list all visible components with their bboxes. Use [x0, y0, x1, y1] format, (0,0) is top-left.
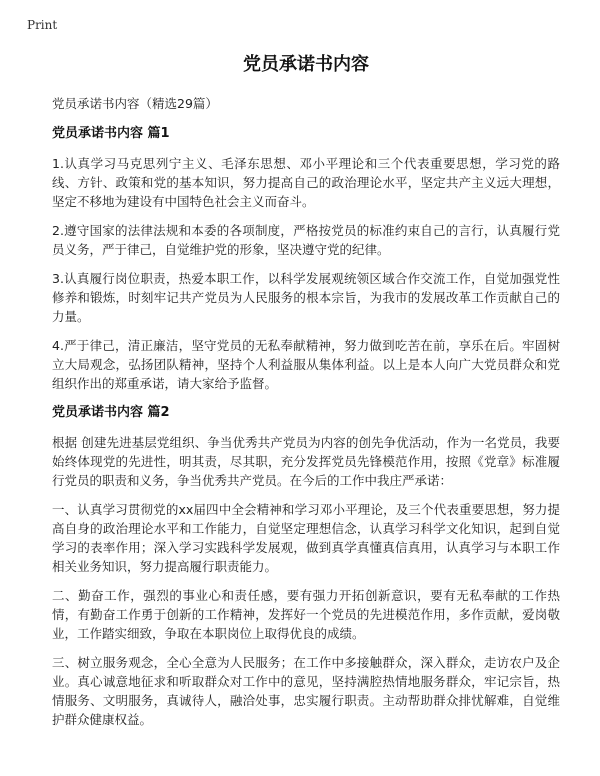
paragraph: 1.认真学习马克思列宁主义、毛泽东思想、邓小平理论和三个代表重要思想，学习党的路线、方针、政策和党的基本知识，努力提高自己的政治理论水平，坚定共产主义远大理想，坚定不移地为建设有中国特色社会主义而奋斗。: [52, 156, 560, 209]
section-1: [52, 124, 560, 393]
document: [52, 52, 560, 739]
paragraph: 根据 创建先进基层党组织、争当优秀共产党员为内容的创先争优活动，作为一名党员，我要始终体现党的先进性，明其责，尽其职，充分发挥党员先锋模范作用，按照《党章》标准履行党员的职责和义务，争当优秀共产党员。在今后的工作中我庄严承诺：: [52, 435, 560, 488]
document-title: 党员承诺书内容: [243, 54, 369, 75]
paragraph: 二、勤奋工作，强烈的事业心和责任感，要有强力开拓创新意识，要有无私奉献的工作热情，有勤奋工作勇于创新的工作精神，发挥好一个党员的先进模范作用，多作贡献，爱岗敬业，工作踏实细致，争取在本职岗位上取得优良的成绩。: [52, 588, 560, 641]
section-heading: 党员承诺书内容 篇2: [52, 405, 170, 420]
paragraph: 一、认真学习贯彻党的xx届四中全会精神和学习邓小平理论，及三个代表重要思想，努力提高自身的政治理论水平和工作能力，自觉坚定理想信念，认真学习科学文化知识，起到自觉学习的表率作用；深入学习实践科学发展观，做到真学真懂真信真用，认真学习与本职工作相关业务知识，努力提高履行职责能力。: [52, 502, 560, 574]
document-subtitle: 党员承诺书内容（精选29篇）: [52, 96, 218, 111]
paragraph: 3.认真履行岗位职责，热爱本职工作，以科学发展观统领区域合作交流工作，自觉加强党性修养和锻炼，时刻牢记共产党员为人民服务的根本宗旨，为我市的发展改革工作贡献自己的力量。: [52, 271, 560, 324]
paragraph: 4.严于律己，清正廉洁，坚守党员的无私奉献精神，努力做到吃苦在前，享乐在后。牢固树立大局观念，弘扬团队精神，坚持个人利益服从集体利益。以上是本人向广大党员群众和党组织作出的郑重承诺，请大家给予监督。: [52, 338, 560, 391]
paragraph: 三、树立服务观念，全心全意为人民服务；在工作中多接触群众，深入群众，走访农户及企业。真心诚意地征求和听取群众对工作中的意见，坚持满腔热情地服务群众，牢记宗旨，热情服务、文明服务，真诚待人，融洽处事，忠实履行职责。主动帮助群众排忧解难，自觉维护群众健康权益。: [52, 655, 560, 727]
section-heading: 党员承诺书内容 篇1: [52, 126, 170, 141]
section-2: [52, 403, 560, 729]
paragraph: 2.遵守国家的法律法规和本委的各项制度，严格按党员的标准约束自己的言行，认真履行党员义务，严于律己，自觉维护党的形象，坚决遵守党的纪律。: [52, 223, 560, 257]
print-link[interactable]: Print: [27, 18, 58, 32]
